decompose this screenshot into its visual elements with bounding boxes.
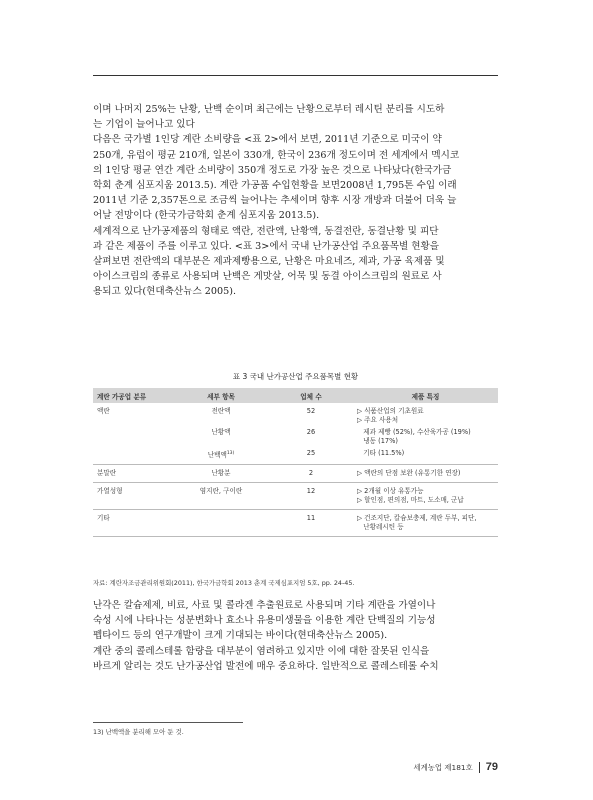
footer-divider xyxy=(479,762,480,773)
item-label: 난황분 xyxy=(211,469,231,478)
feature-line: 냉동 (17%) xyxy=(357,437,398,445)
text-line: 이며 나머지 25%는 난황, 난백 순이며 최근에는 난황으로부터 레시틴 분리를 시도하 xyxy=(93,104,445,115)
cell-count: 25 xyxy=(269,447,353,465)
text-line: 아이스크림의 종류로 사용되며 난백은 게맛살, 어묵 및 동결 아이스크림의 원료로 사 xyxy=(93,271,442,283)
text-line: 용되고 있다(현대축산뉴스 2005). xyxy=(93,286,236,298)
feature-line: 기타 (11.5%) xyxy=(357,449,405,457)
footnote-rule xyxy=(93,722,243,723)
text-line: 난각은 칼슘제제, 비료, 사료 및 콜라겐 추출원료로 사용되며 기타 계란을 가열이나 xyxy=(93,600,436,611)
feature-line: ▷ 주요 사용처 xyxy=(357,416,399,424)
cell-category: 액란 xyxy=(97,407,110,415)
cell-features xyxy=(353,426,498,447)
cell-category: 기타 xyxy=(93,510,173,537)
item-label: 염지란, 구이란 xyxy=(199,487,243,496)
table-caption: 표 3 국내 난가공산업 주요품목별 현황 xyxy=(232,372,359,381)
paragraph xyxy=(93,102,498,132)
text-line: 는 기업이 늘어나고 있다 xyxy=(93,119,195,131)
paragraph xyxy=(93,132,498,223)
feature-line: ▷ 액란의 단점 보완 (유통기한 연장) xyxy=(357,469,461,478)
footnote: 13) 난백액을 분리해 모아 둔 것. xyxy=(93,728,184,736)
cell-item xyxy=(173,465,269,483)
table-row xyxy=(93,447,498,465)
paragraph xyxy=(93,598,498,644)
item-label: 전란액 xyxy=(211,407,231,415)
table-row xyxy=(93,510,498,537)
cell-category xyxy=(93,447,173,465)
cell-item xyxy=(173,403,269,426)
cell-features xyxy=(353,510,498,537)
cell-category: 분말란 xyxy=(93,465,173,483)
feature-line: ▷ 2개월 이상 유통가능 xyxy=(357,487,424,496)
cell-count: 11 xyxy=(269,510,353,537)
cell-count: 52 xyxy=(306,407,316,415)
cell-count: 26 xyxy=(306,428,316,436)
page-number: 79 xyxy=(485,761,498,773)
paragraph xyxy=(93,224,498,300)
col-header-count: 업체 수 xyxy=(269,388,353,403)
feature-line: ▷ 할인점, 편의점, 마트, 도소매, 군납 xyxy=(357,496,464,505)
cell-item xyxy=(173,426,269,447)
outro-text xyxy=(93,598,498,674)
cell-count: 12 xyxy=(269,483,353,510)
text-line: 세계적으로 난가공제품의 형태로 액란, 전란액, 난황액, 동결전란, 동결난황 및 피단 xyxy=(93,225,439,237)
paragraph xyxy=(93,644,498,674)
intro-text xyxy=(93,102,498,300)
col-header-features: 제품 특징 xyxy=(353,388,498,403)
cell-features xyxy=(353,447,498,465)
feature-line: 제과 제빵 (52%), 수산육가공 (19%) xyxy=(357,428,471,436)
product-table xyxy=(93,388,498,537)
page-footer xyxy=(413,761,498,773)
text-line: 과 같은 제품이 주를 이루고 있다. <표 3>에서 국내 난가공산업 주요품목별 현황을 xyxy=(93,240,440,252)
table-row xyxy=(93,483,498,510)
text-line: 계란 중의 콜레스테롤 함량을 대부분이 염려하고 있지만 이에 대한 잘못된 인식을 xyxy=(93,645,430,657)
item-label: 난황액 xyxy=(211,428,231,436)
text-line: 바르게 알리는 것도 난가공산업 발전에 매우 중요하다. 일반적으로 콜레스테롤 수치 xyxy=(93,660,439,672)
text-line: 어날 전망이다 (한국가금학회 춘계 심포지움 2013.5). xyxy=(93,210,320,222)
text-line: 250개, 유럽이 평균 210개, 일본이 330개, 한국이 236개 정도이며 전 세계에서 멕시코 xyxy=(93,149,460,161)
text-line: 다음은 국가별 1인당 계란 소비량을 <표 2>에서 보면, 2011년 기준으로 미국이 약 xyxy=(93,134,442,146)
text-line: 숙성 시에 나타나는 성분변화나 효소나 유용미생물을 이용한 계란 단백질의 기능성 xyxy=(93,615,436,627)
table-row xyxy=(93,403,498,426)
footnote-ref: 13) xyxy=(226,451,235,456)
header-rule xyxy=(93,75,498,76)
feature-line: ▷ 건조지단, 칼슘보충제, 계란 두부, 피단, xyxy=(357,514,477,523)
cell-category xyxy=(93,426,173,447)
item-label: 난백액 xyxy=(207,451,227,460)
cell-category: 가열성형 xyxy=(93,483,173,510)
text-line: 의 1인당 평균 연간 계란 소비량이 350개 정도로 가장 높은 것으로 나타났다(한국가금 xyxy=(93,164,452,176)
text-line: 2011년 기준 2,357톤으로 조금씩 늘어나는 추세이며 향후 시장 개방과 더불어 더욱 늘 xyxy=(93,195,457,207)
cell-features xyxy=(353,465,498,483)
table-row xyxy=(93,426,498,447)
cell-count: 2 xyxy=(269,465,353,483)
text-line: 학회 춘계 심포지움 2013.5). 계란 가공품 수입현황을 보면2008년 1,795톤 수입 이래 xyxy=(93,180,457,192)
table-source: 자료: 계란자조금관리위원회(2011), 한국가금학회 2013 춘계 국제심포지엄 5호, pp. 24-45. xyxy=(93,579,355,587)
cell-item xyxy=(173,483,269,510)
journal-name: 세계농업 제181호 xyxy=(413,762,473,772)
col-header-item: 세부 항목 xyxy=(173,388,269,403)
feature-line: ▷ 식품산업의 기초원료 xyxy=(357,407,424,415)
text-line: 펩타이드 등의 연구개발이 크게 기대되는 바이다(현대축산뉴스 2005). xyxy=(93,630,388,642)
cell-item xyxy=(173,510,269,537)
cell-features xyxy=(353,483,498,510)
text-line: 살펴보면 전란액의 대부분은 제과제빵용으로, 난황은 마요네즈, 제과, 가공 육제품 및 xyxy=(93,256,445,268)
table-row xyxy=(93,465,498,483)
col-header-category: 계란 가공업 분류 xyxy=(93,388,173,403)
feature-line: 난황레시틴 등 xyxy=(357,523,404,532)
cell-item xyxy=(173,447,269,465)
table-header-row xyxy=(93,388,498,403)
cell-features xyxy=(353,403,498,426)
